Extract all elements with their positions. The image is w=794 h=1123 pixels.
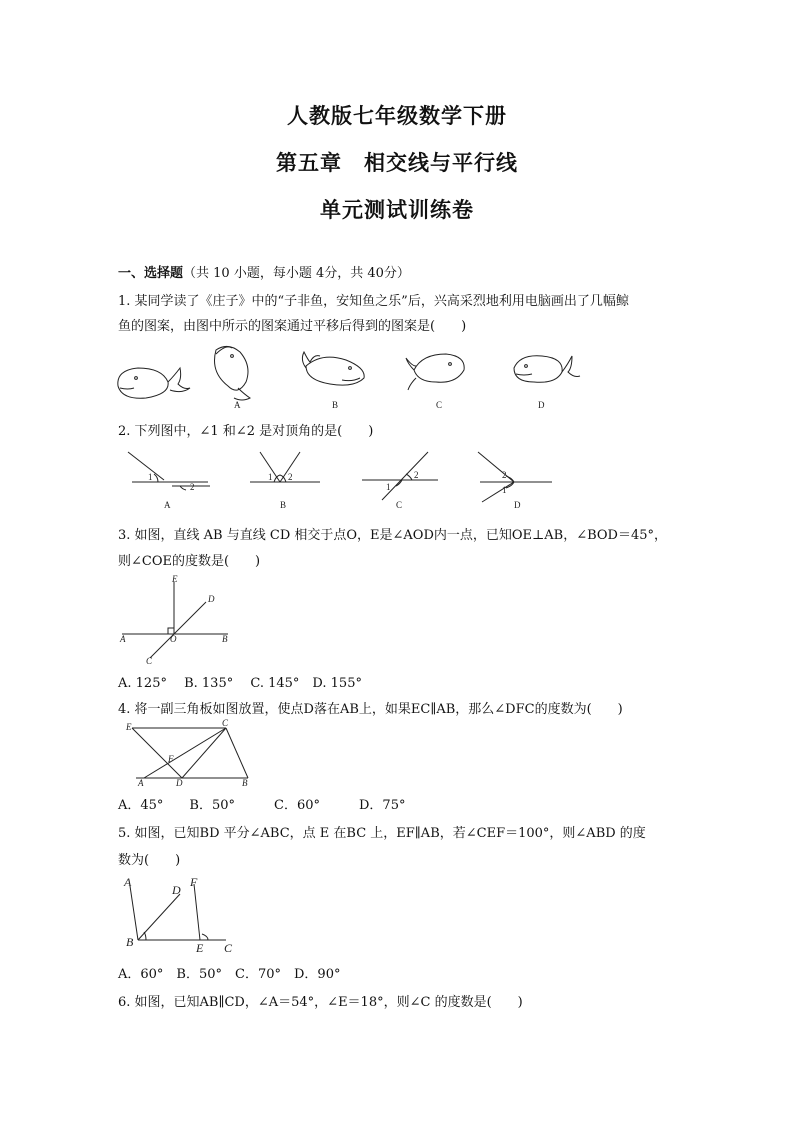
q1-text-line1: 1. 某同学读了《庄子》中的“子非鱼，安知鱼之乐”后，兴高采烈地利用电脑画出了几幅鲸 bbox=[118, 294, 629, 309]
q3-label-b: B bbox=[222, 634, 228, 644]
doc-title: 人教版七年级数学下册 bbox=[287, 103, 507, 128]
q1-label-c: C bbox=[436, 400, 443, 410]
q4-label-c: C bbox=[222, 718, 229, 728]
q2-figure-b bbox=[250, 452, 320, 482]
q2-label-c: C bbox=[396, 500, 403, 510]
q2-figure-a bbox=[128, 452, 210, 492]
q2-text-line1: 2. 下列图中，∠1 和∠2 是对顶角的是( ) bbox=[118, 424, 374, 439]
test-title: 单元测试训练卷 bbox=[320, 197, 474, 222]
q6-text-line1: 6. 如图，已知AB∥CD，∠A＝54°，∠E＝18°，则∠C 的度数是( ) bbox=[118, 995, 523, 1010]
q2-a-angle2: 2 bbox=[190, 482, 195, 492]
q3-label-o: O bbox=[170, 634, 177, 644]
q5-text-line1: 5. 如图，已知BD 平分∠ABC，点 E 在BC 上，EF∥AB，若∠CEF＝100°，则∠ABD 的度 bbox=[118, 826, 646, 841]
q3-label-c: C bbox=[146, 656, 153, 666]
q3-options: A. 125° B. 135° C. 145° D. 155° bbox=[118, 676, 362, 691]
q5-text-line2: 数为( ) bbox=[118, 853, 181, 868]
q4-figure bbox=[124, 718, 256, 788]
q2-c-angle1: 1 bbox=[386, 482, 391, 492]
q5-label-c: C bbox=[224, 941, 233, 955]
q1-label-b: B bbox=[332, 400, 339, 410]
q4-label-a: A bbox=[138, 778, 144, 788]
q5-label-e: E bbox=[196, 941, 204, 955]
q5-label-d: D bbox=[172, 883, 181, 897]
q2-d-angle2: 2 bbox=[502, 470, 507, 480]
q4-text-line1: 4. 将一副三角板如图放置，使点D落在AB上，如果EC∥AB，那么∠DFC的度数为( ) bbox=[118, 702, 623, 717]
q3-text-line1: 3. 如图，直线 AB 与直线 CD 相交于点O，E是∠AOD内一点，已知OE⊥AB，∠BOD＝45°， bbox=[118, 528, 668, 543]
q5-figure bbox=[118, 872, 248, 958]
whale-option-a bbox=[215, 346, 251, 400]
q1-whale-figure bbox=[110, 338, 590, 414]
q2-figure-d bbox=[478, 452, 552, 502]
q5-options: A．60° B．50° C．70° D．90° bbox=[118, 967, 341, 982]
q5-label-a: A bbox=[124, 875, 132, 889]
q3-label-a: A bbox=[120, 634, 126, 644]
q2-a-angle1: 1 bbox=[148, 472, 153, 482]
q1-label-a: A bbox=[234, 400, 241, 410]
q2-b-angle2: 2 bbox=[288, 472, 293, 482]
section-heading-line bbox=[118, 262, 410, 281]
section-heading: 一、选择题 bbox=[118, 266, 184, 281]
q3-text-line2: 则∠COE的度数是( ) bbox=[118, 554, 261, 569]
q2-c-angle2: 2 bbox=[414, 470, 419, 480]
q3-label-d: D bbox=[208, 594, 215, 604]
q1-label-d: D bbox=[538, 400, 545, 410]
q2-label-d: D bbox=[514, 500, 521, 510]
q4-label-d: D bbox=[176, 778, 183, 788]
chapter-title: 第五章 相交线与平行线 bbox=[276, 150, 518, 175]
q2-figure-c bbox=[362, 452, 438, 500]
q5-label-b: B bbox=[126, 935, 134, 949]
q4-label-b: B bbox=[242, 778, 248, 788]
q4-options: A．45° B．50° C．60° D．75° bbox=[118, 798, 406, 813]
q3-label-e: E bbox=[172, 574, 178, 584]
q5-label-f: F bbox=[190, 875, 198, 889]
q3-figure bbox=[118, 572, 238, 668]
section-note: （共 10 小题，每小题 4分，共 40分） bbox=[183, 266, 410, 281]
whale-option-d bbox=[514, 356, 580, 383]
whale-option-b bbox=[302, 352, 364, 385]
q4-label-e: E bbox=[126, 722, 132, 732]
q2-label-b: B bbox=[280, 500, 287, 510]
whale-option-c bbox=[406, 354, 464, 390]
q2-d-angle1: 1 bbox=[502, 485, 507, 495]
whale-original bbox=[118, 368, 190, 398]
q2-label-a: A bbox=[164, 500, 171, 510]
q1-text-line2: 鱼的图案，由图中所示的图案通过平移后得到的图案是( ) bbox=[118, 319, 467, 334]
q4-label-f: F bbox=[168, 754, 174, 764]
q2-angle-figure bbox=[120, 448, 560, 512]
q2-b-angle1: 1 bbox=[268, 472, 273, 482]
